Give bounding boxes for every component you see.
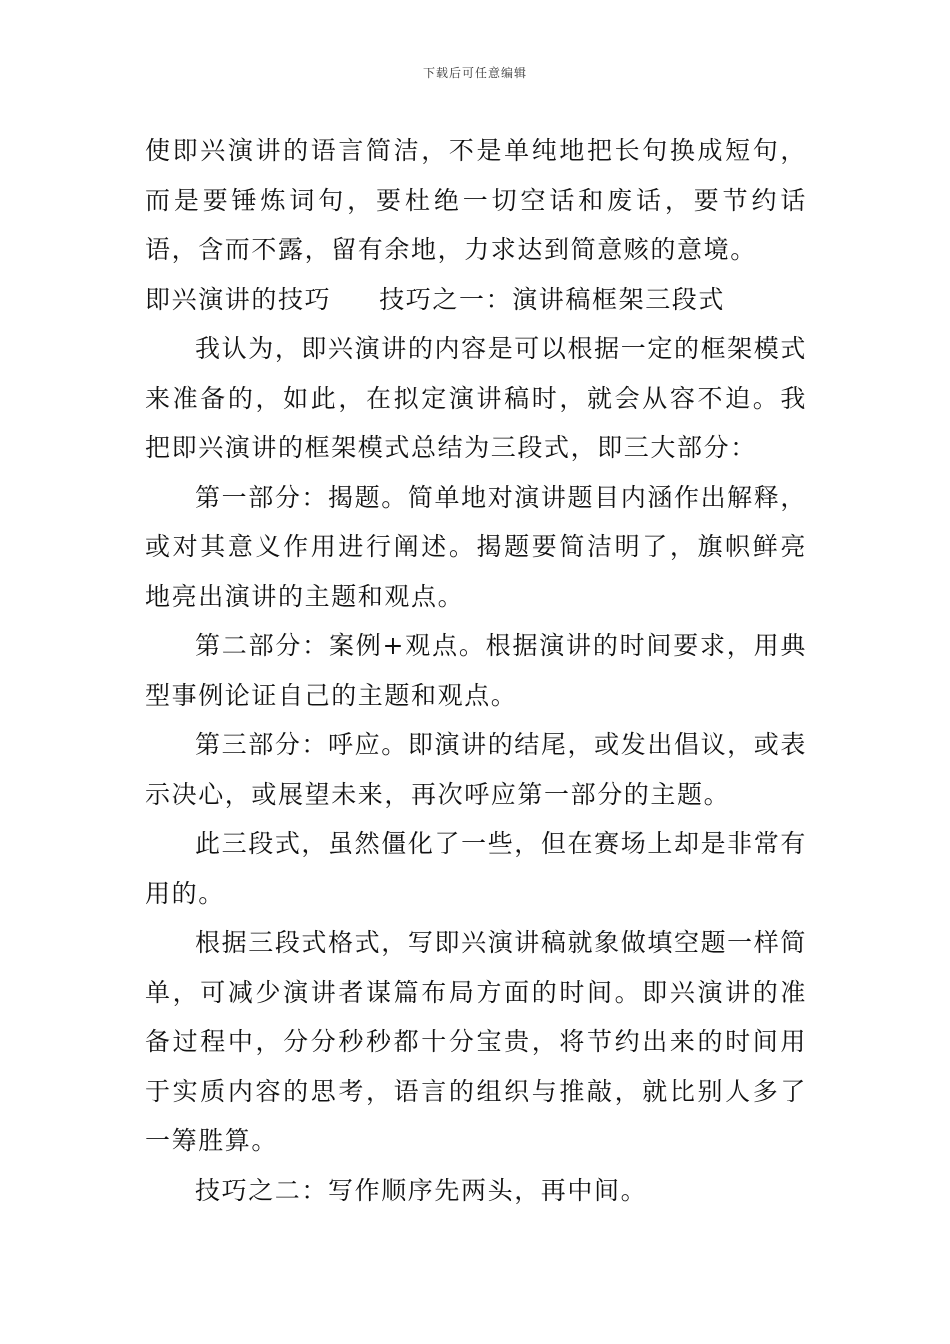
- section-heading: [145, 275, 807, 325]
- document-body: [145, 126, 807, 1215]
- section-title: 即兴演讲的技巧: [145, 284, 332, 314]
- paragraph: 第二部分：案例+观点。根据演讲的时间要求，用典型事例论证自己的主题和观点。: [145, 631, 807, 710]
- paragraph: 技巧之二：写作顺序先两头，再中间。: [195, 1175, 648, 1205]
- paragraph: 使即兴演讲的语言简洁，不是单纯地把长句换成短句，而是要锤炼词句，要杜绝一切空话和废话，要节约话语，含而不露，留有余地，力求达到简意赅的意境。: [145, 136, 807, 264]
- paragraph: 根据三段式格式，写即兴演讲稿就象做填空题一样简单，可减少演讲者谋篇布局方面的时间。即兴演讲的准备过程中，分分秒秒都十分宝贵，将节约出来的时间用于实质内容的思考，语言的组织与推敲，就比别人多了一筹胜算。: [145, 928, 807, 1155]
- page-header: 下载后可任意编辑: [422, 66, 527, 80]
- paragraph: 第一部分：揭题。简单地对演讲题目内涵作出解释，或对其意义作用进行阐述。揭题要简洁明了，旗帜鲜亮地亮出演讲的主题和观点。: [145, 482, 807, 611]
- paragraph: 此三段式，虽然僵化了一些，但在赛场上却是非常有用的。: [145, 829, 807, 908]
- subsection-title: 技巧之一：演讲稿框架三段式: [379, 284, 726, 314]
- paragraph: 我认为，即兴演讲的内容是可以根据一定的框架模式来准备的，如此，在拟定演讲稿时，就会从容不迫。我把即兴演讲的框架模式总结为三段式，即三大部分：: [145, 334, 807, 462]
- paragraph: 第三部分：呼应。即演讲的结尾，或发出倡议，或表示决心，或展望未来，再次呼应第一部分的主题。: [145, 730, 807, 809]
